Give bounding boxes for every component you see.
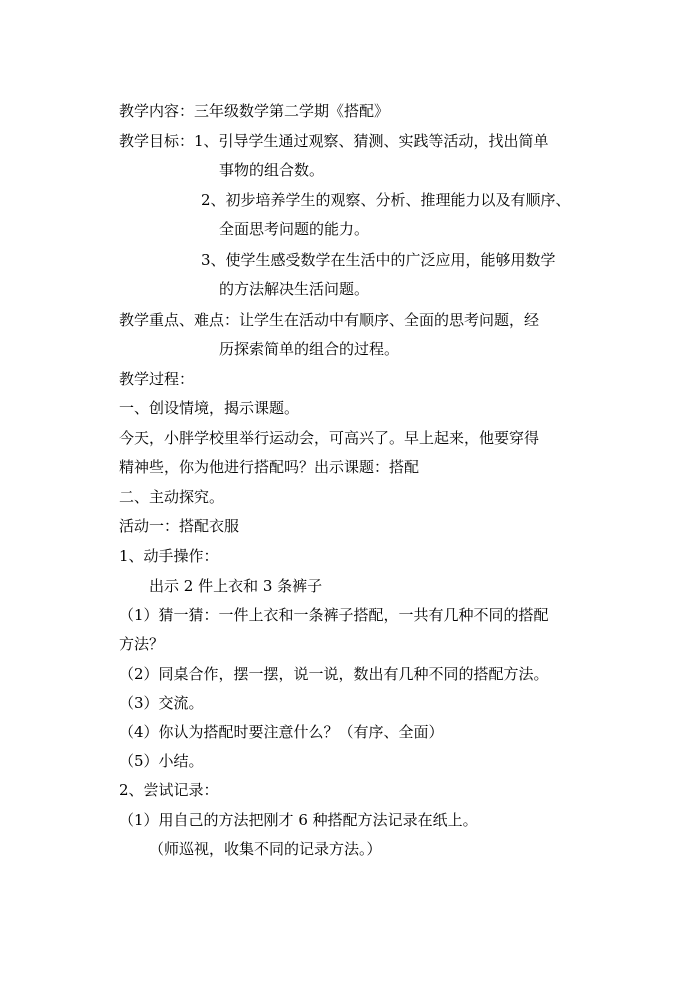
teaching-goal-line-1b: 事物的组合数。 (219, 161, 325, 179)
step-2-heading: 2、尝试记录： (119, 781, 219, 799)
step-1-heading: 1、动手操作： (119, 547, 219, 565)
show-items-line: 出示 2 件上衣和 3 条裤子 (149, 577, 323, 595)
process-heading: 教学过程： (119, 370, 195, 388)
activity-1-heading: 活动一：搭配衣服 (119, 517, 240, 535)
question-1-line-1: （1）猜一猜：一件上衣和一条裤子搭配，一共有几种不同的搭配 (119, 606, 549, 624)
key-points-line: 教学重点、难点：让学生在活动中有顺序、全面的思考问题，经 (119, 311, 540, 329)
section-1-heading: 一、创设情境，揭示课题。 (119, 399, 300, 417)
question-3-line: （3）交流。 (119, 694, 204, 712)
record-1-line: （1）用自己的方法把刚才 6 种搭配方法记录在纸上。 (119, 811, 478, 829)
teaching-goal-line-2: 2、初步培养学生的观察、分析、推理能力以及有顺序、 (201, 191, 571, 209)
question-5-line: （5）小结。 (119, 752, 204, 770)
question-4-line: （4）你认为搭配时要注意什么？（有序、全面） (119, 723, 444, 741)
section-2-heading: 二、主动探究。 (119, 488, 225, 506)
teaching-goal-line-1: 教学目标：1、引导学生通过观察、猜测、实践等活动，找出简单 (119, 132, 549, 150)
intro-paragraph-line-2: 精神些，你为他进行搭配吗？出示课题：搭配 (119, 458, 420, 476)
teaching-content-line: 教学内容：三年级数学第二学期《搭配》 (119, 102, 390, 120)
question-1-line-2: 方法？ (119, 635, 165, 653)
teaching-goal-line-3b: 的方法解决生活问题。 (219, 280, 370, 298)
teaching-goal-line-2b: 全面思考问题的能力。 (219, 220, 370, 238)
teaching-goal-line-3: 3、使学生感受数学在生活中的广泛应用，能够用数学 (201, 251, 556, 269)
intro-paragraph-line-1: 今天，小胖学校里举行运动会，可高兴了。早上起来，他要穿得 (119, 429, 540, 447)
question-2-line: （2）同桌合作，摆一摆，说一说，数出有几种不同的搭配方法。 (119, 665, 549, 683)
record-1-note-line: （师巡视，收集不同的记录方法。） (149, 840, 382, 858)
key-points-line-2: 历探索简单的组合的过程。 (219, 340, 400, 358)
